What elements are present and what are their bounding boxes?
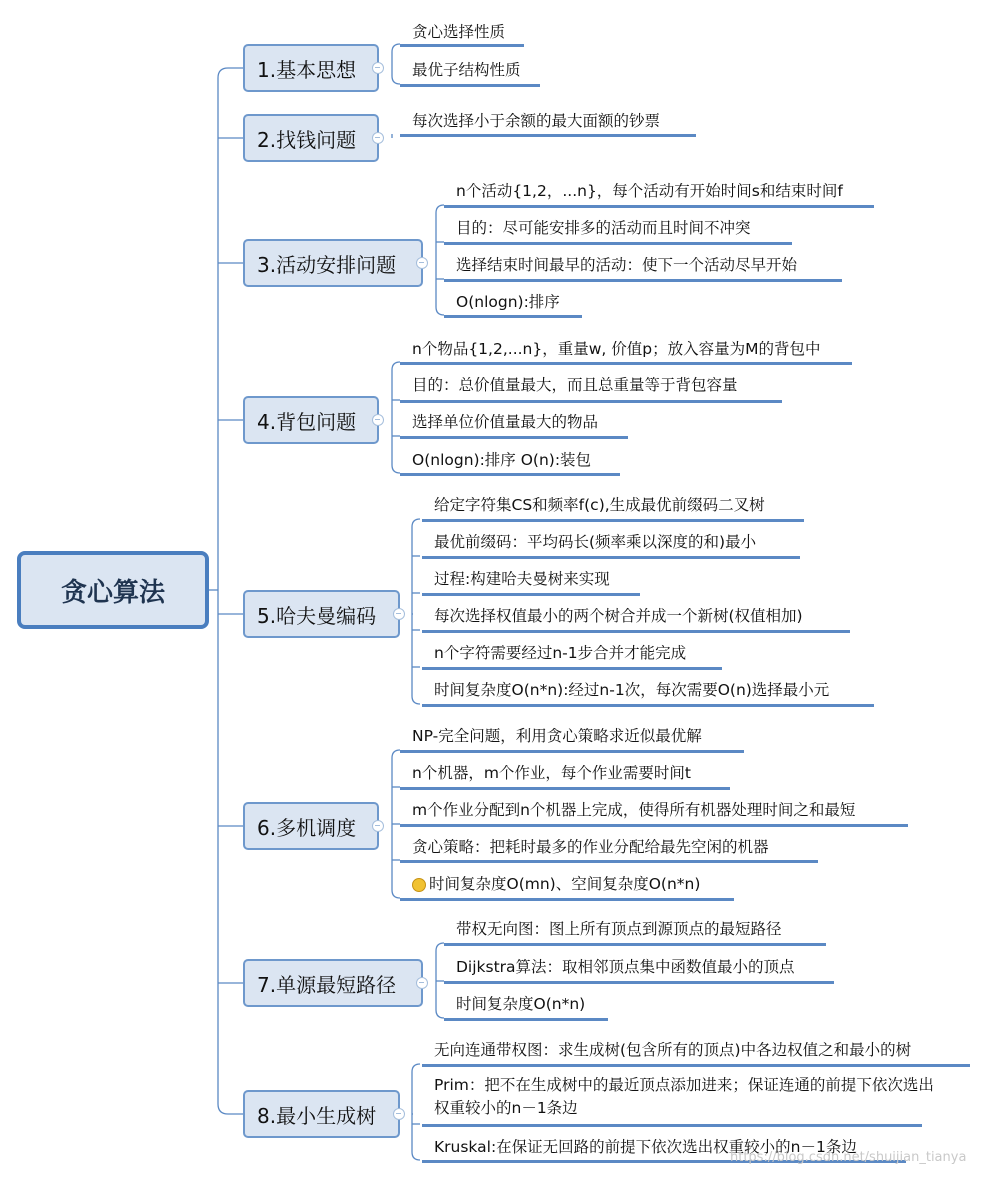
- topic-label: 7.单源最短路径: [257, 972, 397, 997]
- topic-label: 2.找钱问题: [257, 127, 357, 152]
- leaf-item[interactable]: 时间复杂度O(mn)、空间复杂度O(n*n): [412, 873, 700, 895]
- topic-basic-idea[interactable]: [243, 44, 379, 92]
- leaf-item[interactable]: n个活动{1,2，...n}，每个活动有开始时间s和结束时间f: [456, 182, 843, 200]
- leaf-item[interactable]: 最优前缀码：平均码长(频率乘以深度的和)最小: [434, 533, 757, 551]
- connector: [392, 362, 400, 473]
- leaf-item[interactable]: n个字符需要经过n-1步合并才能完成: [434, 644, 687, 662]
- topic-label: 3.活动安排问题: [257, 252, 397, 277]
- root-label: 贪心算法: [60, 577, 165, 608]
- leaf-item[interactable]: Kruskal:在保证无回路的前提下依次选出权重较小的n－1条边: [434, 1138, 857, 1156]
- topic-activity-selection[interactable]: [243, 239, 423, 287]
- root-node[interactable]: [17, 551, 209, 629]
- topic-knapsack[interactable]: [243, 396, 379, 444]
- watermark: https://blog.csdn.net/shuijian_tianya: [730, 1150, 967, 1165]
- leaf-item[interactable]: 选择单位价值量最大的物品: [412, 413, 599, 431]
- leaf-item[interactable]: 最优子结构性质: [412, 61, 521, 79]
- leaf-item[interactable]: 无向连通带权图：求生成树(包含所有的顶点)中各边权值之和最小的树: [434, 1041, 912, 1059]
- topic-huffman[interactable]: [243, 590, 400, 638]
- leaf-item[interactable]: O(nlogn):排序: [456, 293, 560, 311]
- topic-label: 5.哈夫曼编码: [257, 603, 377, 628]
- leaf-item[interactable]: O(nlogn):排序 O(n):装包: [412, 451, 592, 469]
- topic-change-making[interactable]: [243, 114, 379, 162]
- leaf-item[interactable]: 目的：总价值量最大，而且总重量等于背包容量: [412, 376, 738, 394]
- leaf-item[interactable]: 贪心选择性质: [412, 23, 506, 41]
- leaf-item[interactable]: 选择结束时间最早的活动：使下一个活动尽早开始: [456, 256, 798, 274]
- collapse-icon[interactable]: [393, 608, 405, 620]
- connector: [392, 44, 400, 84]
- leaf-item[interactable]: 时间复杂度O(n*n):经过n-1次，每次需要O(n)选择最小元: [434, 681, 830, 699]
- leaf-item[interactable]: m个作业分配到n个机器上完成，使得所有机器处理时间之和最短: [412, 801, 856, 819]
- leaf-item[interactable]: 给定字符集CS和频率f(c),生成最优前缀码二叉树: [434, 496, 765, 514]
- topic-label: 8.最小生成树: [257, 1103, 377, 1128]
- topic-label: 1.基本思想: [257, 57, 357, 82]
- leaf-item[interactable]: NP-完全问题，利用贪心策略求近似最优解: [412, 727, 702, 745]
- leaf-item[interactable]: n个机器，m个作业，每个作业需要时间t: [412, 764, 692, 782]
- leaf-item[interactable]: 目的：尽可能安排多的活动而且时间不冲突: [456, 219, 751, 237]
- topic-multi-machine[interactable]: [243, 802, 379, 850]
- leaf-item[interactable]: 带权无向图：图上所有顶点到源顶点的最短路径: [456, 920, 782, 938]
- leaf-item[interactable]: 时间复杂度O(n*n): [456, 995, 586, 1013]
- topic-shortest-path[interactable]: [243, 959, 423, 1007]
- leaf-item[interactable]: n个物品{1,2,...n}，重量w, 价值p；放入容量为M的背包中: [412, 340, 821, 358]
- connector: [218, 1104, 243, 1114]
- connector: [436, 205, 444, 315]
- leaf-item[interactable]: 每次选择小于余额的最大面额的钞票: [412, 112, 661, 130]
- collapse-icon[interactable]: [393, 1108, 405, 1120]
- topic-label: 4.背包问题: [257, 409, 357, 434]
- lightbulb-icon: [412, 878, 426, 892]
- leaf-item[interactable]: 过程:构建哈夫曼树来实现: [434, 570, 610, 588]
- collapse-icon[interactable]: [416, 257, 428, 269]
- connector: [412, 519, 420, 704]
- connector: [218, 68, 243, 78]
- collapse-icon[interactable]: [372, 132, 384, 144]
- topic-mst[interactable]: [243, 1090, 400, 1138]
- collapse-icon[interactable]: [416, 977, 428, 989]
- connector: [412, 1064, 420, 1160]
- leaf-item[interactable]: 贪心策略：把耗时最多的作业分配给最先空闲的机器: [412, 838, 769, 856]
- leaf-item[interactable]: Dijkstra算法：取相邻顶点集中函数值最小的顶点: [456, 958, 795, 976]
- collapse-icon[interactable]: [372, 414, 384, 426]
- collapse-icon[interactable]: [372, 62, 384, 74]
- topic-label: 6.多机调度: [257, 815, 357, 840]
- leaf-item[interactable]: Prim：把不在生成树中的最近顶点添加进来；保证连通的前提下依次选出权重较小的n－1条边: [434, 1076, 934, 1117]
- leaf-item[interactable]: 每次选择权值最小的两个树合并成一个新树(权值相加): [434, 607, 803, 625]
- collapse-icon[interactable]: [372, 820, 384, 832]
